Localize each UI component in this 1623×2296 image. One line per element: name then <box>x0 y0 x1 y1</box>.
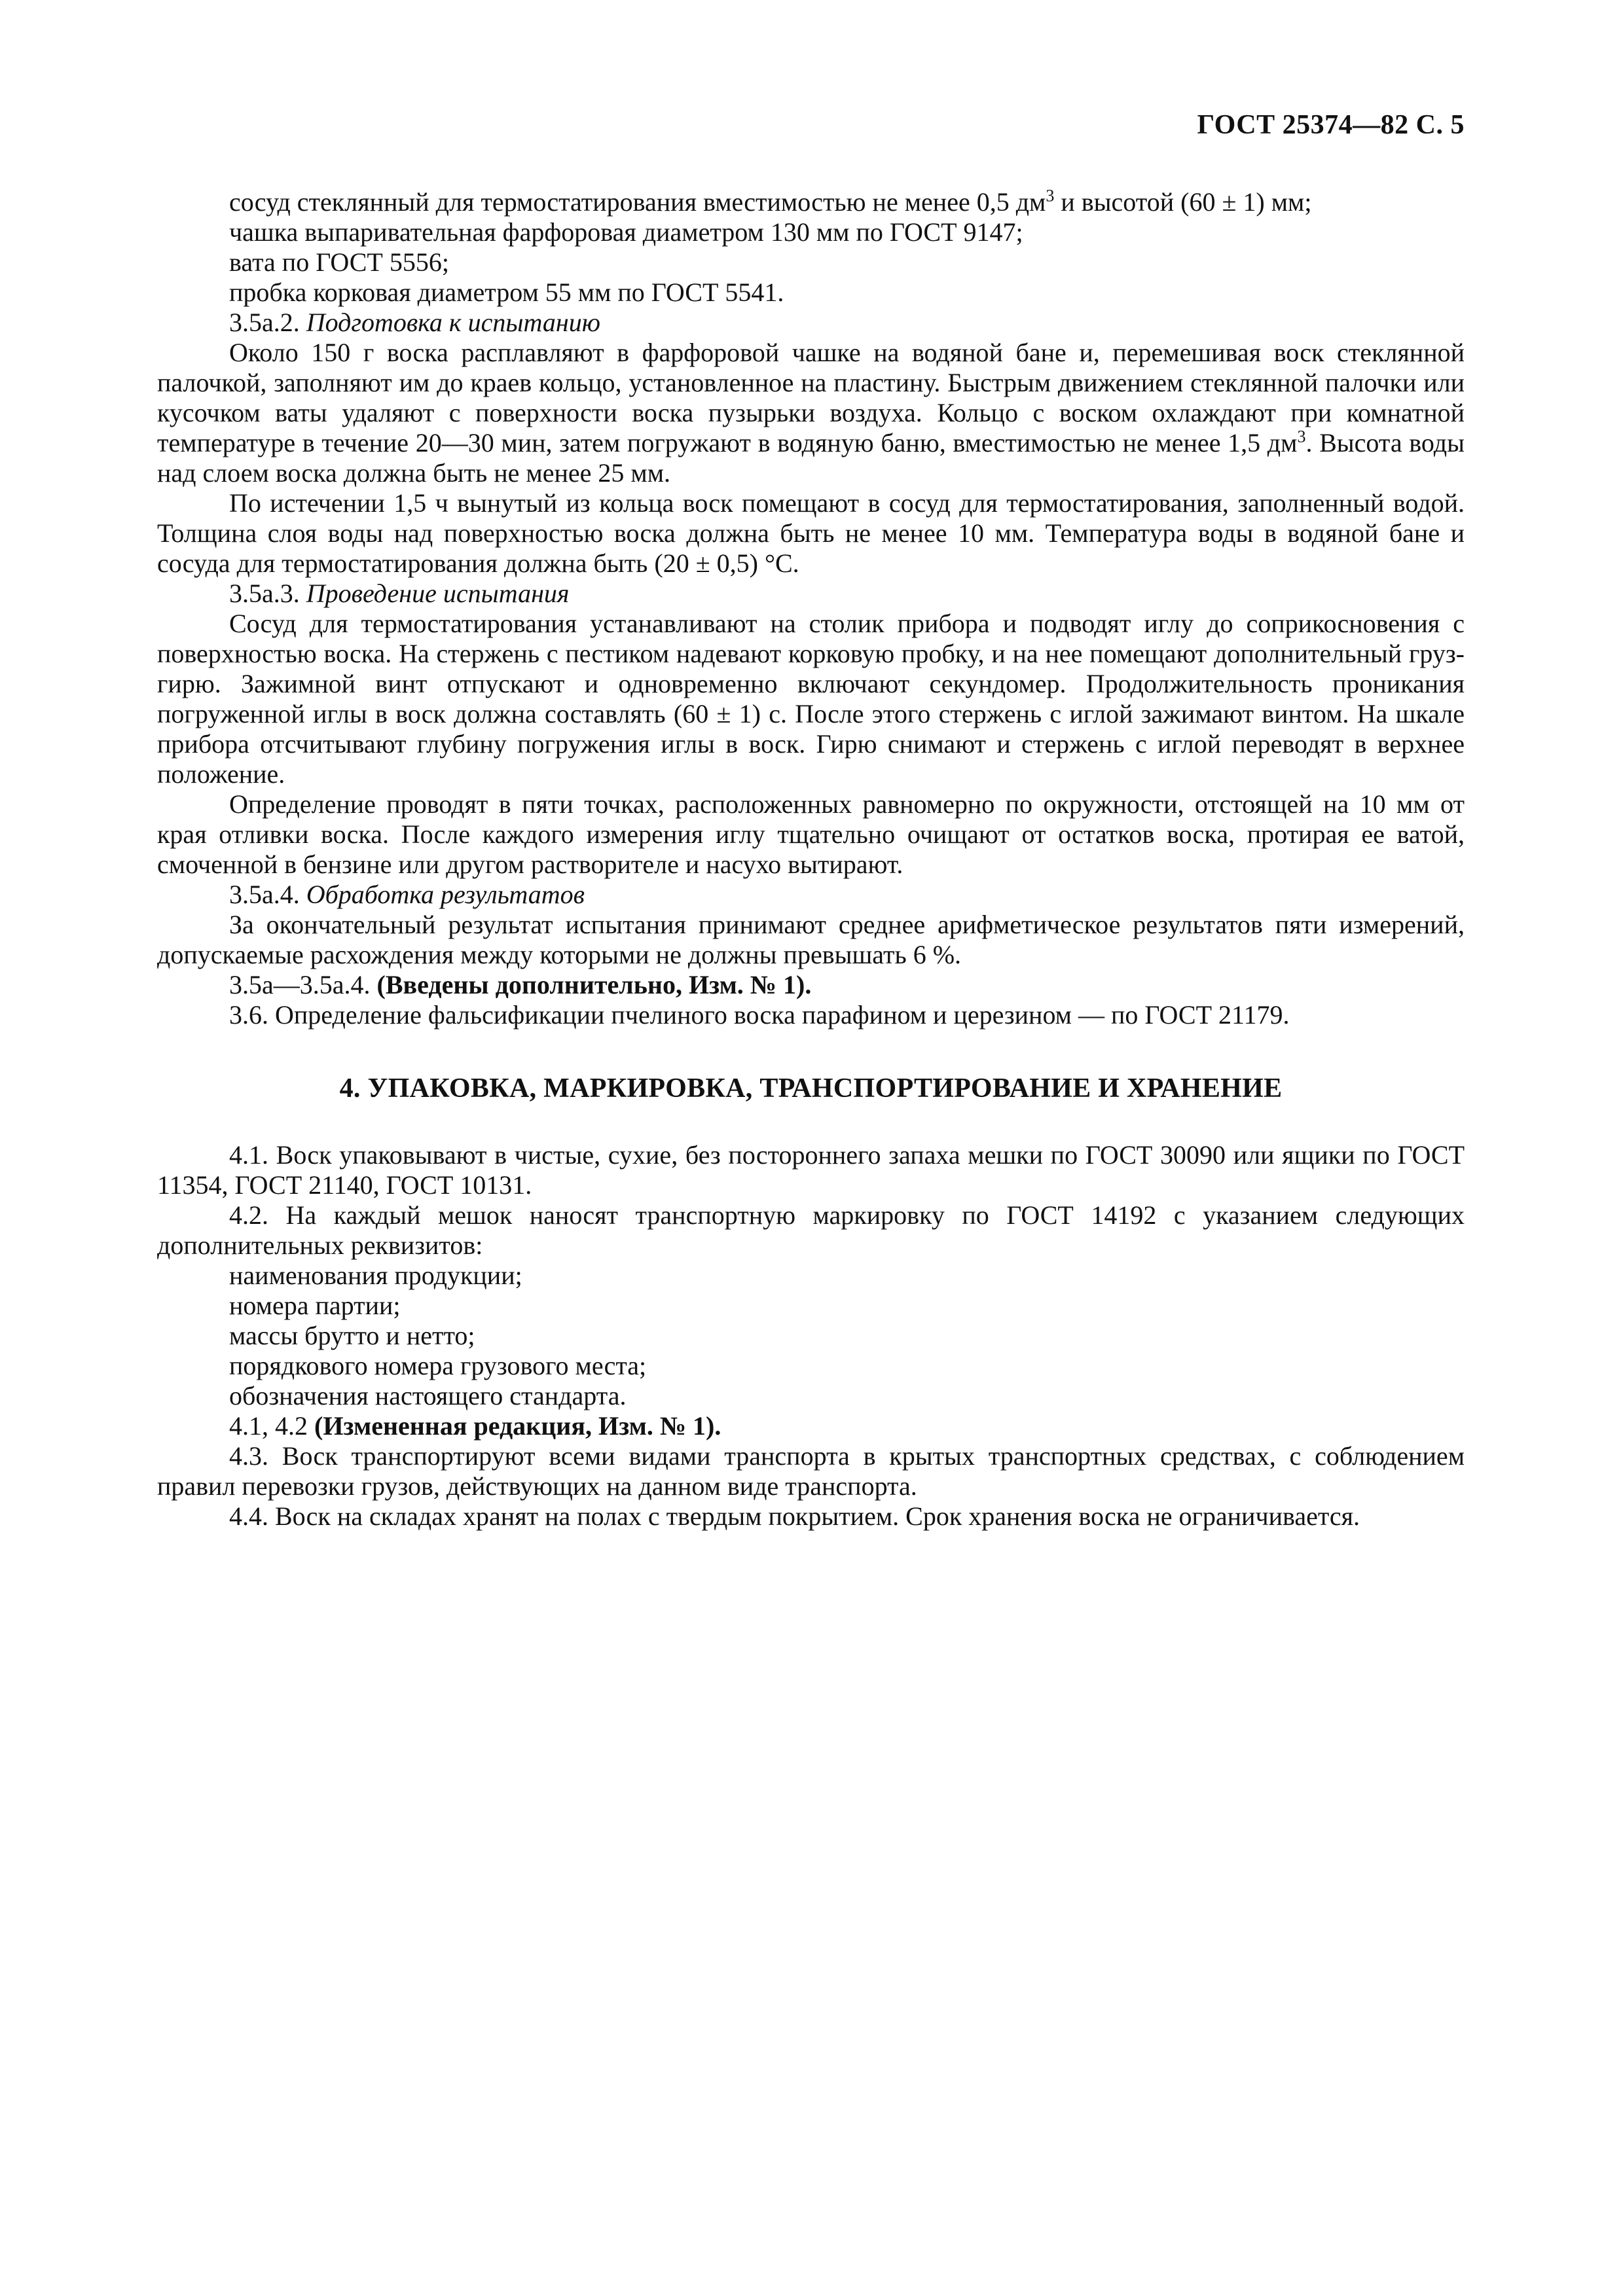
subsection-heading <box>157 579 1465 609</box>
list-item: массы брутто и нетто; <box>229 1321 475 1350</box>
subsection-heading <box>157 880 1465 910</box>
subsection-heading <box>157 308 1465 338</box>
subsection-number: 3.5а.3. <box>229 579 300 608</box>
paragraph: 4.2. На каждый мешок наносят транспортную маркировку по ГОСТ 14192 с указанием следующих дополнительных реквизитов: <box>157 1200 1465 1260</box>
amendment-note <box>157 970 1465 1000</box>
amendment-note <box>157 1411 1465 1441</box>
text-span: . Высота воды над слоем воска должна быть не менее 25 мм. <box>157 428 1465 488</box>
list-item: вата по ГОСТ 5556; <box>229 247 449 277</box>
note-number: 3.5а—3.5а.4. <box>229 970 371 999</box>
subsection-title: Проведение испытания <box>306 579 570 608</box>
list-item: чашка выпаривательная фарфоровая диаметром 130 мм по ГОСТ 9147; <box>229 217 1023 247</box>
paragraph-vessel <box>157 187 1465 217</box>
paragraph: По истечении 1,5 ч вынутый из кольца воск помещают в сосуд для термостатирования, заполненный водой. Толщина слоя воды над поверхностью воска должна быть не менее 10 мм. Температура воды в водяной бане и сосуда для термостатирования должна быть (20 ± 0,5) °С. <box>157 488 1465 578</box>
note-text: (Измененная редакция, Изм. № 1). <box>314 1411 721 1441</box>
paragraph: За окончательный результат испытания принимают среднее арифметическое результатов пяти измерений, допускаемые расхождения между которыми не должны превышать 6 %. <box>157 910 1465 969</box>
note-text: (Введены дополнительно, Изм. № 1). <box>376 970 812 999</box>
list-item: обозначения настоящего стандарта. <box>229 1381 627 1410</box>
paragraph: 4.1. Воск упаковывают в чистые, сухие, без постороннего запаха мешки по ГОСТ 30090 или ящики по ГОСТ 11354, ГОСТ 21140, ГОСТ 10131. <box>157 1140 1465 1200</box>
subsection-number: 3.5а.4. <box>229 880 300 909</box>
subsection-title: Обработка результатов <box>306 880 585 909</box>
superscript: 3 <box>1297 427 1306 446</box>
list-item: пробка корковая диаметром 55 мм по ГОСТ 5541. <box>229 278 784 307</box>
superscript: 3 <box>1046 186 1055 206</box>
paragraph: Определение проводят в пяти точках, расположенных равномерно по окружности, отстоящей на 10 мм от края отливки воска. После каждого измерения иглу тщательно очищают от остатков воска, протирая ее ватой, смоченной в бензине или другом растворителе и насухо вытирают. <box>157 789 1465 879</box>
note-number: 4.1, 4.2 <box>229 1411 308 1441</box>
paragraph: Сосуд для термостатирования устанавливают на столик прибора и подводят иглу до соприкосновения с поверхностью воска. На стержень с пестиком надевают корковую пробку, и на нее помещают дополнительный груз-гирю. Зажимной винт отпускают и одновременно включают секундомер. Продолжительность проникания погруженной иглы в воск должна составлять (60 ± 1) с. После этого стержень с иглой зажимают винтом. На шкале прибора отсчитывают глубину погружения иглы в воск. Гирю снимают и стержень с иглой переводят в верхнее положение. <box>157 609 1465 789</box>
section-title: 4. УПАКОВКА, МАРКИРОВКА, ТРАНСПОРТИРОВАНИЕ И ХРАНЕНИЕ <box>339 1073 1283 1103</box>
text-span: Около 150 г воска расплавляют в фарфоровой чашке на водяной бане и, перемешивая воск стеклянной палочкой, заполняют им до краев кольцо, установленное на пластину. Быстрым движением стеклянной палочки или кусочком ваты удаляют с поверхности воска пузырьки воздуха. Кольцо с воском охлаждают при комнатной температуре в течение 20—30 мин, затем погружают в водяную баню, вместимостью не менее 1,5 дм <box>157 338 1465 457</box>
list-item: номера партии; <box>229 1291 401 1320</box>
paragraph: 4.3. Воск транспортируют всеми видами транспорта в крытых транспортных средствах, с соблюдением правил перевозки грузов, действующих на данном виде транспорта. <box>157 1441 1465 1501</box>
paragraph: 4.4. Воск на складах хранят на полах с твердым покрытием. Срок хранения воска не ограничивается. <box>229 1501 1360 1531</box>
text-span: и высотой (60 ± 1) мм; <box>1054 187 1312 217</box>
list-item: порядкового номера грузового места; <box>229 1351 647 1380</box>
document-body <box>157 187 1465 1532</box>
subsection-title: Подготовка к испытанию <box>306 308 600 337</box>
text-span: сосуд стеклянный для термостатирования вместимостью не менее 0,5 дм <box>229 187 1046 217</box>
list-item: наименования продукции; <box>229 1261 522 1290</box>
page-header: ГОСТ 25374—82 С. 5 <box>1197 110 1465 140</box>
paragraph <box>157 338 1465 488</box>
paragraph: 3.6. Определение фальсификации пчелиного воска парафином и церезином — по ГОСТ 21179. <box>229 1000 1290 1030</box>
subsection-number: 3.5а.2. <box>229 308 300 337</box>
